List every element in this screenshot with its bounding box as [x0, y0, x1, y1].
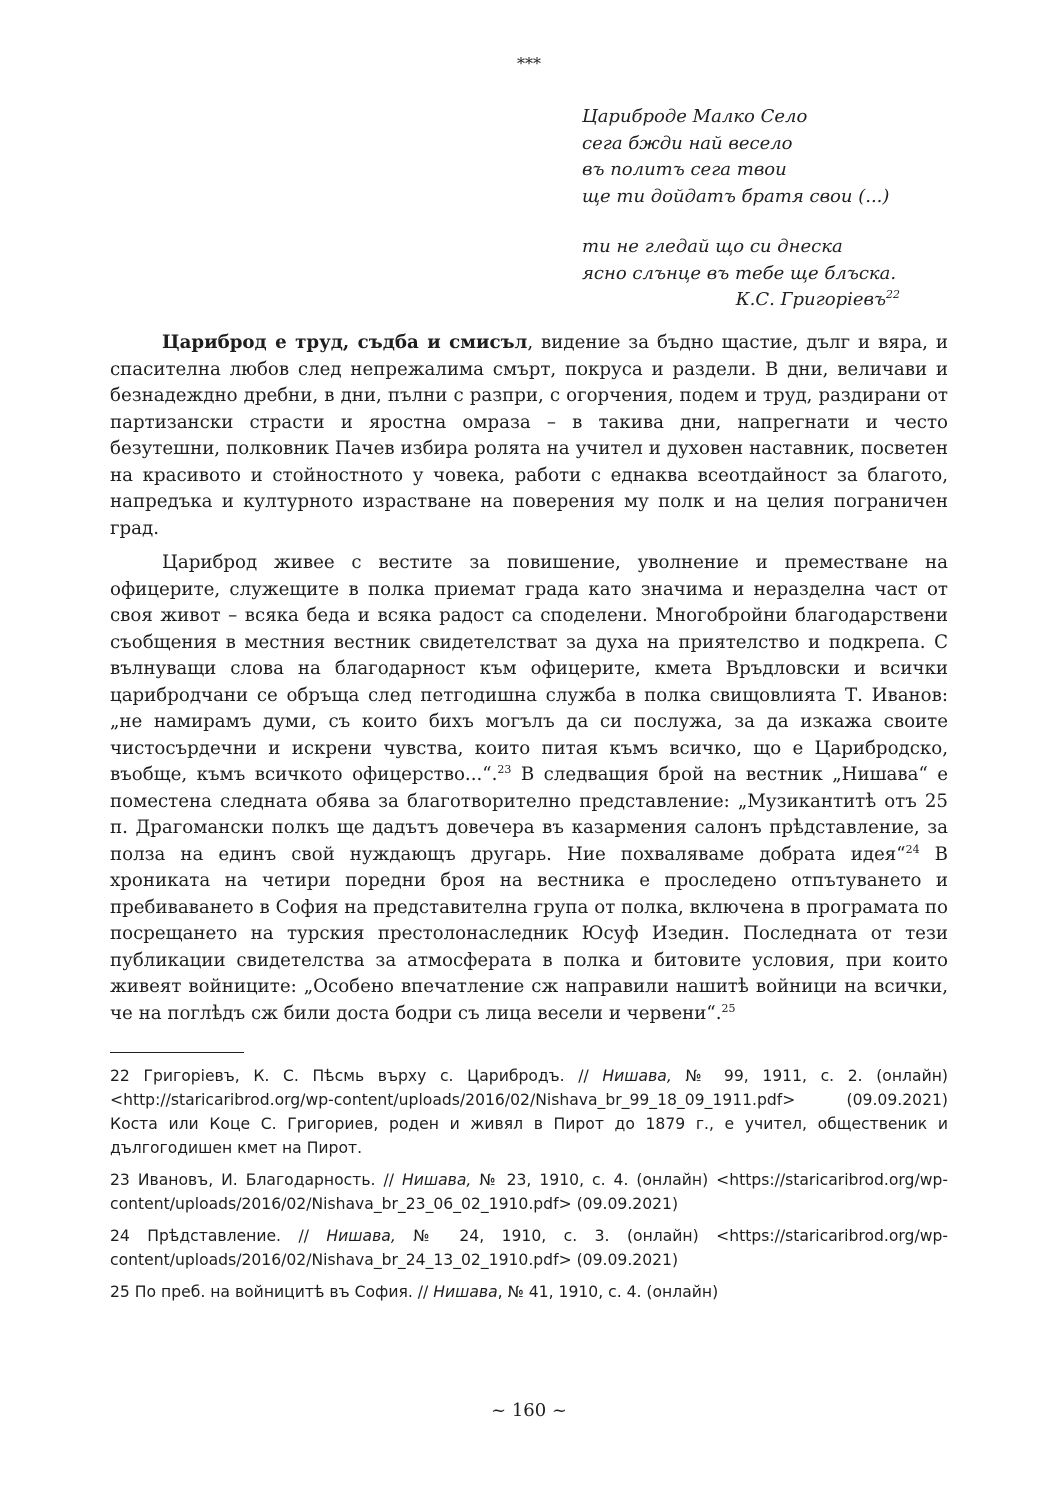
poem-line: въ политъ сега твои [582, 159, 787, 180]
footnote-text: № 24, 1910, с. 3. (онлайн) <https://staricaribrod.org/wp-content/uploads/2016/02/Nishava_br_24_13_02_1910.pdf> (09.09.2021) [110, 1227, 948, 1269]
footnote-divider [110, 1052, 244, 1053]
footnote-23 [110, 1168, 948, 1216]
footnote-ref-25[interactable]: 25 [721, 1001, 736, 1015]
poem-line: ясно слънце въ тебе ще блъска. [582, 262, 897, 284]
footnote-ref-22[interactable]: 22 [886, 288, 900, 301]
paragraph-text: В следващия брой на вестник „Нишава“ е поместена следната обява за благотворително представление: „Музикантитѣ отъ 25 п. Драгомански полкъ ще дадътъ довечера въ казармения салонъ прѣдставление, за полза на единъ свой нуждающъ другарь. Ние похваляваме добрата идея“ [110, 764, 948, 865]
footnote-text: № 23, 1910, с. 4. (онлайн) <https://staricaribrod.org/wp-content/uploads/2016/02/Nishava_br_23_06_02_1910.pdf> (09.09.2021) [110, 1171, 948, 1213]
footnote-22 [110, 1064, 948, 1160]
footnote-text: , № 41, 1910, с. 4. (онлайн) [497, 1283, 719, 1301]
journal-title: Нишава [433, 1283, 498, 1301]
poem-stanza-2 [582, 234, 912, 314]
footnote-text: 23 Ивановъ, И. Благодарность. // [110, 1171, 402, 1189]
footnote-ref-24[interactable]: 24 [905, 842, 920, 856]
footnote-24 [110, 1224, 948, 1272]
paragraph-1 [110, 330, 948, 542]
paragraph-text: , видение за бъдно щастие, дълг и вяра, и спасителна любов след непрежалима смърт, покруса и раздели. В дни, величави и безнадеждно дребни, в дни, пълни с разпри, с огорчения, подем и труд, раздирани от партизански страсти и яростна омраза – в такива дни, напрегнати и често безутешни, полковник Пачев избира ролята на учител и духовен наставник, посветен на красивото и стойностното у човека, работи с еднаква всеотдайност за благото, напредъка и културното израстване на поверения му полк и на целия пограничен град. [110, 332, 948, 539]
journal-title: Нишава, [326, 1227, 396, 1245]
footnote-text: 22 Григорiевъ, К. С. Пѣсмь върху с. Царибродъ. // [110, 1067, 603, 1085]
journal-title: Нишава, [602, 1067, 672, 1085]
poem-author [582, 287, 912, 314]
lead-phrase: Цариброд е труд, съдба и смисъл [162, 332, 528, 353]
poem-stanza-1 [582, 104, 912, 210]
paragraph-text: В хрониката на четири поредни броя на вестника е проследено отпътуването и пребиваването в София на представителна група от полка, включена в програмата по посрещането на турския престолонаследник Юсуф Изедин. Последната от тези публикации свидетелства за атмосферата в полка и битовите условия, при които живеят войниците: „Особено впечатление сж направили нашитѣ войници на всички, че на поглѣдъ сж били доста бодри съ лица весели и червени“. [110, 843, 948, 1024]
journal-title: Нишава, [401, 1171, 472, 1189]
footnote-text: № 99, 1911, с. 2. (онлайн) <http://staricaribrod.org/wp-content/uploads/2016/02/Nishava_br_99_18_09_1911.pdf> (09.09.2021) Коста или Коце С. Григориев, роден и живял в Пирот до 1879 г., е учител, общественик и дългогодишен кмет на Пирот. [110, 1067, 948, 1157]
section-separator: *** [517, 54, 541, 73]
footnote-text: 25 По преб. на войницитѣ въ София. // [110, 1283, 434, 1301]
poem-author-name: К.С. Григорiевъ [735, 289, 886, 310]
poem-line: ти не гледай що си днеска [582, 236, 843, 257]
poem-line: сега бжди най весело [582, 132, 793, 154]
footnote-ref-23[interactable]: 23 [497, 762, 512, 776]
page-number: ~ 160 ~ [491, 1400, 567, 1421]
epigraph-poem [582, 104, 912, 338]
footnote-25 [110, 1280, 948, 1304]
body-text [110, 330, 948, 1035]
paragraph-2 [110, 550, 948, 1027]
paragraph-text: Цариброд живее с вестите за повишение, уволнение и преместване на офицерите, служещите в полка приемат града като значима и неразделна част от своя живот – всяка беда и всяка радост са споделени. Многобройни благодарствени съобщения в местния вестник свидетелстват за духа на приятелство и подкрепа. С вълнуващи слова на благодарност към офицерите, кмета Връдловски и всички царибродчани се обръща след петгодишна служба в полка свищовлията Т. Иванов: „не намирамъ думи, съ които бихъ могълъ да си послужа, за да изкажа своите чистосърдечни и искрени чувства, които питая къмъ всичко, що е Царибродско, въобще, къмъ всичкото офицерство...“. [110, 552, 948, 785]
poem-line: Цариброде Малко Село [582, 106, 808, 127]
footnote-text: 24 Прѣдставление. // [110, 1227, 327, 1245]
footnotes [110, 1064, 948, 1312]
poem-line: ще ти дойдатъ братя свои (...) [582, 185, 890, 207]
